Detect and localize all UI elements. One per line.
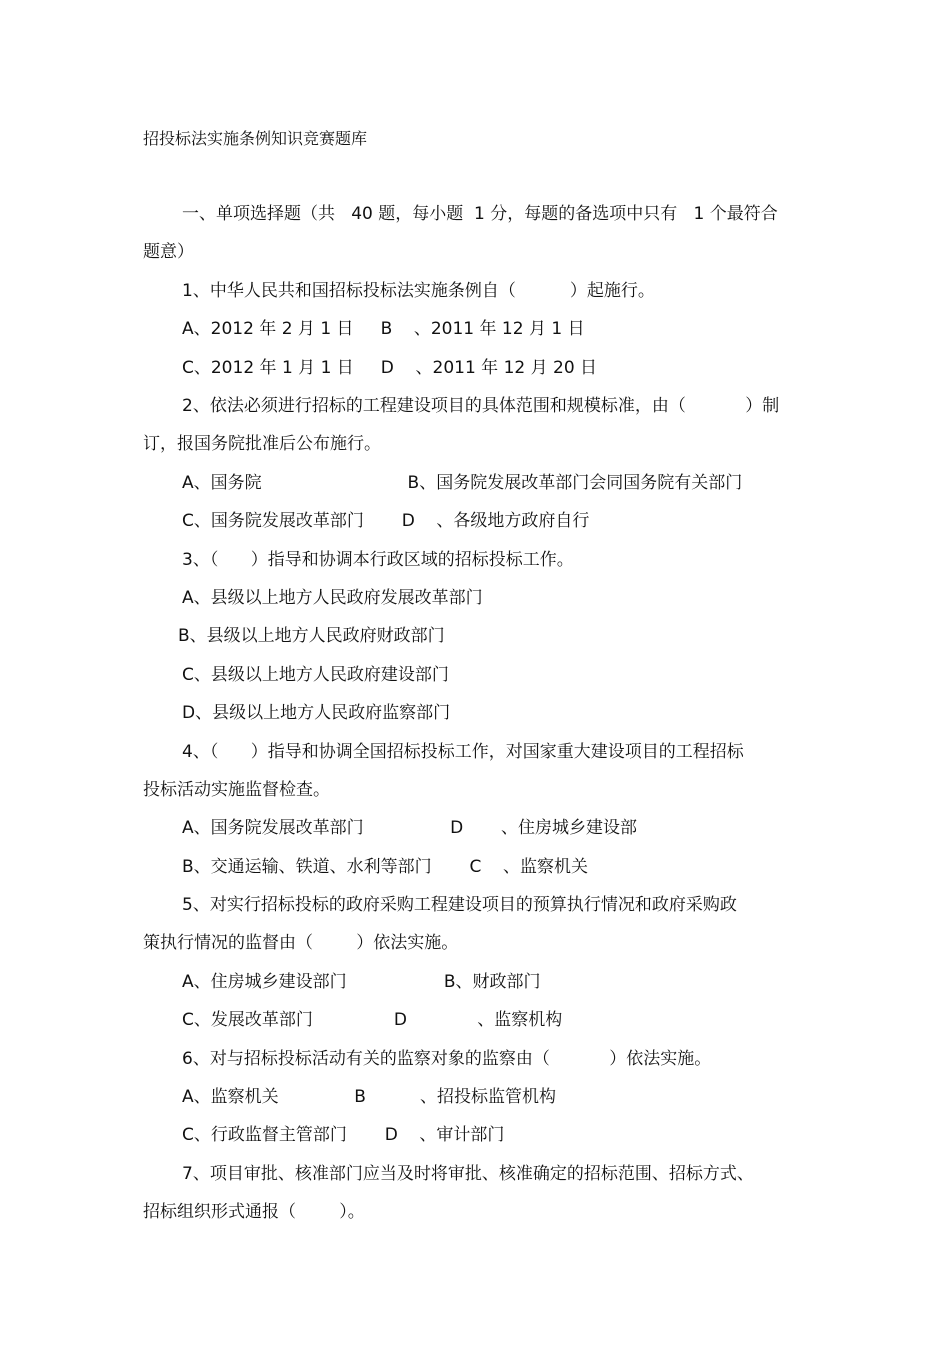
section-heading: 一、单项选择题（共 40 题，每小题 1 分，每题的备选项中只有 1 个最符合 (182, 204, 778, 224)
question-2-stem-continued: 订，报国务院批准后公布施行。 (143, 434, 381, 454)
question-3-option-b: B、县级以上地方人民政府财政部门 (178, 626, 445, 646)
question-7-stem-continued: 招标组织形式通报（ ）。 (143, 1202, 365, 1222)
question-7-stem: 7、项目审批、核准部门应当及时将审批、核准确定的招标范围、招标方式、 (182, 1164, 754, 1184)
question-4-stem: 4、（ ）指导和协调全国招标投标工作，对国家重大建设项目的工程招标 (182, 742, 744, 762)
question-6-options: C、行政监督主管部门 D 、审计部门 (182, 1125, 505, 1145)
question-4-options: B、交通运输、铁道、水利等部门 C 、监察机关 (182, 857, 588, 877)
question-5-stem: 5、对实行招标投标的政府采购工程建设项目的预算执行情况和政府采购政 (182, 895, 737, 915)
question-2-options: C、国务院发展改革部门 D 、各级地方政府自行 (182, 511, 590, 531)
question-6-options: A、监察机关 B 、招投标监管机构 (182, 1087, 556, 1107)
question-5-stem-continued: 策执行情况的监督由（ ）依法实施。 (143, 933, 459, 953)
question-3-option-d: D、县级以上地方人民政府监察部门 (182, 703, 451, 723)
question-1-options: C、2012 年 1 月 1 日 D 、2011 年 12 月 20 日 (182, 358, 598, 378)
question-5-options: C、发展改革部门 D 、监察机构 (182, 1010, 563, 1030)
document-title: 招投标法实施条例知识竞赛题库 (143, 129, 368, 148)
section-heading-continued: 题意） (143, 242, 194, 262)
question-5-options: A、住房城乡建设部门 B、财政部门 (182, 972, 541, 992)
question-4-options: A、国务院发展改革部门 D 、住房城乡建设部 (182, 818, 638, 838)
question-6-stem: 6、对与招标投标活动有关的监察对象的监察由（ ）依法实施。 (182, 1049, 712, 1069)
question-3-option-c: C、县级以上地方人民政府建设部门 (182, 665, 449, 685)
question-2-stem: 2、依法必须进行招标的工程建设项目的具体范围和规模标准，由（ ）制 (182, 396, 780, 416)
question-1-options: A、2012 年 2 月 1 日 B 、2011 年 12 月 1 日 (182, 319, 585, 339)
question-2-options: A、国务院 B、国务院发展改革部门会同国务院有关部门 (182, 473, 743, 493)
question-3-stem: 3、（ ）指导和协调本行政区域的招标投标工作。 (182, 550, 574, 570)
question-3-option-a: A、县级以上地方人民政府发展改革部门 (182, 588, 483, 608)
question-1-stem: 1、中华人民共和国招标投标法实施条例自（ ）起施行。 (182, 281, 655, 301)
question-4-stem-continued: 投标活动实施监督检查。 (143, 780, 330, 800)
